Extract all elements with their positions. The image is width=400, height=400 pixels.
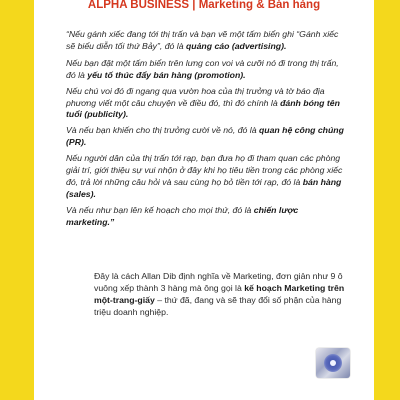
quote-paragraph-pr: Và nếu bạn khiến cho thị trưởng cười về nó, đó là quan hệ công chúng (PR). [66, 125, 344, 148]
quote-paragraph-marketing: Và nếu như bạn lên kế hoạch cho mọi thứ, đó là chiến lược marketing.” [66, 204, 299, 227]
quote-paragraph-sales: Nếu người dân của thị trấn tới rạp, bạn đưa họ đi tham quan các phòng giải trí, giới thiệu sự vui nhộn ở đây khi họ tiêu tiền trong các phòng xiếc đó, trả lời những câu hỏi và sau cùng họ bỏ tiền tới rạp, đó là bán hàng (sales). [66, 153, 343, 199]
quote-paragraph-promotion: Nếu bạn đặt một tấm biển trên lưng con voi và cưỡi nó đi trong thị trấn, đó là yếu tố thúc đẩy bán hàng (promotion). [66, 57, 339, 80]
summary-paragraph: Đây là cách Allan Dib định nghĩa về Marketing, đơn giản như 9 ô vuông xếp thành 3 hàng mà ông gọi là kế hoạch Marketing trên một-trang-giấy – thứ đã, đang và sẽ thay đổi số phận của hàng triệu doanh nghiệp. [94, 271, 345, 317]
quote-block [66, 29, 348, 233]
back-cover-page [34, 0, 374, 400]
brand-name: ALPHA BUSINESS [87, 0, 190, 11]
header-separator: | [192, 0, 196, 11]
quote-paragraph-publicity: Nếu chú voi đó đi ngang qua vườn hoa của thị trưởng và tờ báo địa phương viết một câu chuyện về điều đó, thì đó chính là đánh bóng tên tuổi (publicity). [66, 85, 340, 120]
hologram-sticker-icon [316, 348, 350, 378]
series-header [34, 0, 374, 14]
category-name: Marketing & Bán hàng [198, 0, 321, 11]
quote-paragraph-advertising: “Nếu gánh xiếc đang tới thị trấn và bạn vẽ một tấm biển ghi “Gánh xiếc sẽ biểu diễn tối thứ Bảy”, đó là quảng cáo (advertising). [66, 29, 339, 51]
